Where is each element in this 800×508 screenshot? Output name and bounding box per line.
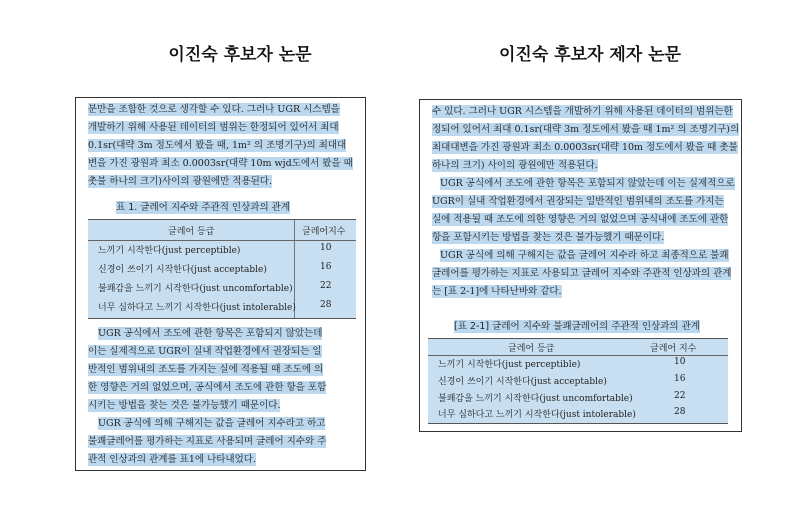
- table-header-cell: 글레어 등급: [508, 344, 555, 354]
- left-text-line: 이는 실제적으로 UGR이 실내 작업환경에서 권장되는 일: [88, 346, 322, 357]
- table-row: [428, 389, 728, 406]
- table-row: [428, 405, 728, 422]
- table-cell: 16: [320, 262, 332, 272]
- table-header-row: [88, 220, 356, 241]
- right-text-line: UGR 공식에 의해 구해지는 값을 글레어 지수라 하고 최종적으로 불쾌: [440, 250, 729, 261]
- left-table-caption: 표 1. 글레어 지수와 주관적 인상과의 관계: [116, 202, 291, 213]
- table-row: [428, 355, 728, 372]
- left-text-line: 관적 인상과의 관계를 표1에 나타내었다.: [88, 454, 256, 465]
- left-glare-table: [88, 219, 356, 319]
- right-text-line: 글레어를 평가하는 지표로 사용되고 글레어 지수와 주관적 인상과의 관계: [432, 268, 732, 279]
- left-text-line: UGR 공식에서 조도에 관한 항목은 포함되지 않았는데: [98, 328, 323, 339]
- table-cell: 28: [674, 407, 686, 417]
- right-text-line: 는 [표 2-1]에 나타난바와 같다.: [432, 286, 562, 297]
- table-row: [88, 296, 356, 316]
- table-cell: 느끼기 시작한다(just perceptible): [438, 360, 581, 370]
- table-cell: 22: [674, 391, 686, 401]
- left-text-line: 분만을 조합한 것으로 생각할 수 있다. 그러나 UGR 시스템을: [88, 104, 340, 115]
- left-text-line: 0.1sr(대략 3m 정도에서 봤을 때, 1m² 의 조명기구)의 최대대: [88, 140, 347, 151]
- left-text-line: 촛불 하나의 크기)사이의 광원에만 적용된다.: [88, 176, 272, 187]
- left-text-line: 한 영향은 거의 없었으며, 공식에서 조도에 관한 항을 포함: [88, 382, 327, 393]
- left-text-line: 불쾌글레어를 평가하는 지표로 사용되며 글레어 지수와 주: [88, 436, 327, 447]
- right-table-caption: [표 2-1] 글레어 지수와 불쾌글레어의 주관적 인상과의 관계: [454, 321, 700, 332]
- left-text-line: 개발하기 위해 사용된 데이터의 범위는 한정되어 있어서 최대: [88, 122, 339, 133]
- table-cell: 느끼기 시작한다(just perceptible): [98, 246, 241, 256]
- table-header-row: [428, 339, 728, 356]
- right-text-line: UGR이 실내 작업환경에서 권장되는 일반적인 범위내의 조도를 가지는: [432, 196, 724, 207]
- table-row: [88, 258, 356, 278]
- right-text-line: 실에 적용될 때 조도에 의한 영향은 거의 없었으며 공식내에 조도에 관한: [432, 214, 729, 225]
- table-cell: 10: [674, 357, 686, 367]
- table-cell: 불쾌감을 느끼기 시작한다(just uncomfortable): [98, 284, 293, 294]
- table-row: [88, 239, 356, 259]
- table-cell: 16: [674, 374, 686, 384]
- right-text-line: 항을 포함시키는 방법을 찾는 것은 불가능했기 때문이다.: [432, 232, 665, 243]
- table-cell: 불쾌감을 느끼기 시작한다(just uncomfortable): [438, 394, 633, 404]
- table-header-cell: 글레어 등급: [168, 227, 215, 237]
- table-cell: 10: [320, 243, 332, 253]
- right-glare-table: [428, 338, 728, 424]
- left-text-line: 반적인 범위내의 조도를 가지는 실에 적용될 때 조도에 의: [88, 364, 324, 375]
- table-cell: 신경이 쓰이기 시작한다(just acceptable): [438, 377, 607, 387]
- left-text-line: 변을 가진 광원과 최소 0.0003sr(대략 10m wjd도에서 봤을 때: [88, 158, 353, 169]
- left-text-line: UGR 공식에 의해 구해지는 값을 글레어 지수라고 하고: [98, 418, 326, 429]
- right-heading: 이진숙 후보자 제자 논문: [499, 45, 681, 65]
- right-text-line: 최대대변을 가진 광원과 최소 0.0003sr(대략 10m 정도에서 봤을 때 촛불: [432, 142, 738, 153]
- table-header-cell: 글레어지수: [302, 227, 346, 237]
- left-heading: 이진숙 후보자 논문: [168, 45, 312, 65]
- table-cell: 너무 심하다고 느끼기 시작한다(just intolerable): [438, 410, 636, 420]
- left-paper-excerpt: [75, 97, 366, 471]
- right-text-line: 하나의 크기) 사이의 광원에만 적용된다.: [432, 160, 598, 171]
- left-text-line: 시키는 방법을 찾는 것은 불가능했기 때문이다.: [88, 400, 281, 411]
- table-header-cell: 글레어 지수: [650, 344, 697, 354]
- right-text-line: 정되어 있어서 최대 0.1sr(대략 3m 정도에서 봤을 때 1m² 의 조명기구)의: [432, 124, 740, 135]
- right-paper-excerpt: [419, 99, 742, 432]
- table-cell: 신경이 쓰이기 시작한다(just acceptable): [98, 265, 267, 275]
- table-cell: 너무 심하다고 느끼기 시작한다(just intolerable): [98, 303, 296, 313]
- right-text-line: UGR 공식에서 조도에 관한 항목은 포함되지 않았는데 이는 실제적으로: [440, 178, 735, 189]
- table-cell: 28: [320, 300, 332, 310]
- right-text-line: 수 있다. 그러나 UGR 시스템을 개발하기 위해 사용된 데이터의 범위는한: [432, 106, 733, 117]
- table-cell: 22: [320, 281, 332, 291]
- table-row: [428, 372, 728, 389]
- table-row: [88, 277, 356, 297]
